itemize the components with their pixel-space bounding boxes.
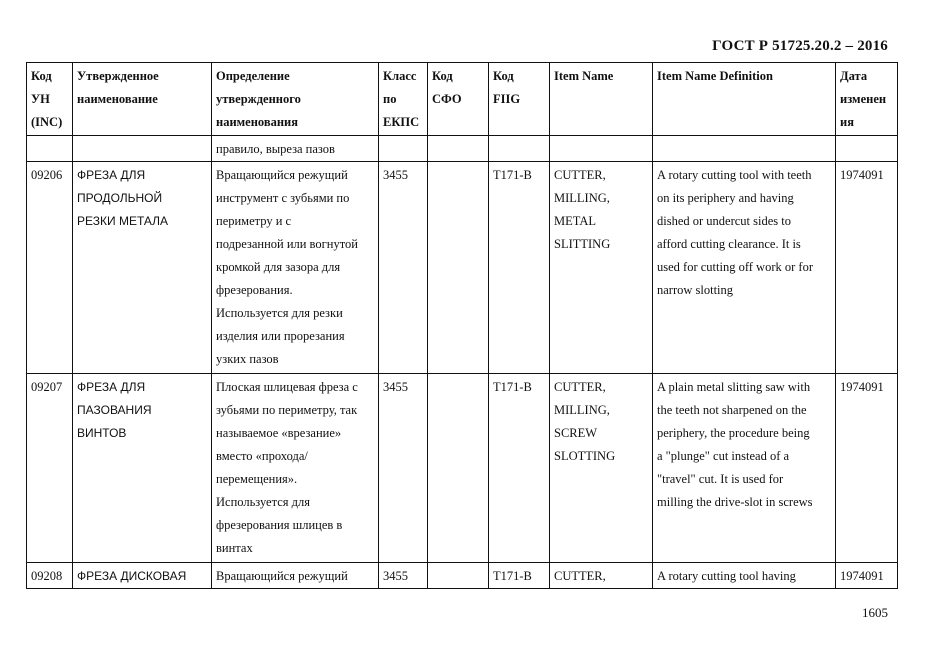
nomenclature-table [26,62,898,589]
table-row [27,162,898,374]
cell-approved-name: ФРЕЗА ДЛЯ ПРОДОЛЬНОЙ РЕЗКИ МЕТАЛА [73,162,212,374]
cell-definition: Плоская шлицевая фреза с зубьями по периметру, так называемое «врезание» вместо «прохода/ перемещения». Используется для фрезерования шлицев в винтах [212,374,379,563]
header-approved-name: Утвержденное наименование [73,63,212,136]
cell-approved-name: ФРЕЗА ДИСКОВАЯ [73,563,212,589]
cell-item-name: CUTTER, [550,563,653,589]
cell-item-name-definition: A rotary cutting tool having [653,563,836,589]
header-item-name-definition: Item Name Definition [653,63,836,136]
cell-code-inc: 09207 [27,374,73,563]
cell [836,136,898,162]
cell-item-name: CUTTER, MILLING, SCREW SLOTTING [550,374,653,563]
cell-item-name-definition: A plain metal slitting saw with the teeth not sharpened on the periphery, the procedure being a "plunge" cut instead of a "travel" cut. It is used for milling the drive-slot in screws [653,374,836,563]
cell [379,136,428,162]
cell-approved-name: ФРЕЗА ДЛЯ ПАЗОВАНИЯ ВИНТОВ [73,374,212,563]
cell-ekps-class: 3455 [379,374,428,563]
cell-sfo-code [428,563,489,589]
header-sfo-code: Код СФО [428,63,489,136]
cell-change-date: 1974091 [836,162,898,374]
cell [428,136,489,162]
cell-code-inc: 09206 [27,162,73,374]
cell-ekps-class: 3455 [379,563,428,589]
document-standard-header: ГОСТ Р 51725.20.2 – 2016 [712,38,888,54]
cell-definition: правило, выреза пазов [212,136,379,162]
cell-code-inc: 09208 [27,563,73,589]
cell-change-date: 1974091 [836,374,898,563]
header-fiig-code: Код FIIG [489,63,550,136]
header-code-inc: Код УН (INC) [27,63,73,136]
cell-change-date: 1974091 [836,563,898,589]
header-ekps-class: Класс по ЕКПС [379,63,428,136]
cell [27,136,73,162]
table-row [27,563,898,589]
table-row [27,374,898,563]
table-header-row [27,63,898,136]
cell [73,136,212,162]
cell [550,136,653,162]
cell-definition: Вращающийся режущий [212,563,379,589]
cell-sfo-code [428,374,489,563]
cell-fiig-code: T171-B [489,162,550,374]
cell-sfo-code [428,162,489,374]
cell [489,136,550,162]
cell-fiig-code: T171-B [489,374,550,563]
cell [653,136,836,162]
cell-definition: Вращающийся режущий инструмент с зубьями по периметру и с подрезанной или вогнутой кромкой для зазора для фрезерования. Используется для резки изделия или прорезания узких пазов [212,162,379,374]
header-item-name: Item Name [550,63,653,136]
cell-ekps-class: 3455 [379,162,428,374]
cell-fiig-code: T171-B [489,563,550,589]
header-definition: Определение утвержденного наименования [212,63,379,136]
cell-item-name-definition: A rotary cutting tool with teeth on its periphery and having dished or undercut sides to afford cutting clearance. It is used for cutting off work or for narrow slotting [653,162,836,374]
cell-item-name: CUTTER, MILLING, METAL SLITTING [550,162,653,374]
table-row-continuation [27,136,898,162]
page-number: 1605 [862,605,888,620]
header-change-date: Дата изменен ия [836,63,898,136]
